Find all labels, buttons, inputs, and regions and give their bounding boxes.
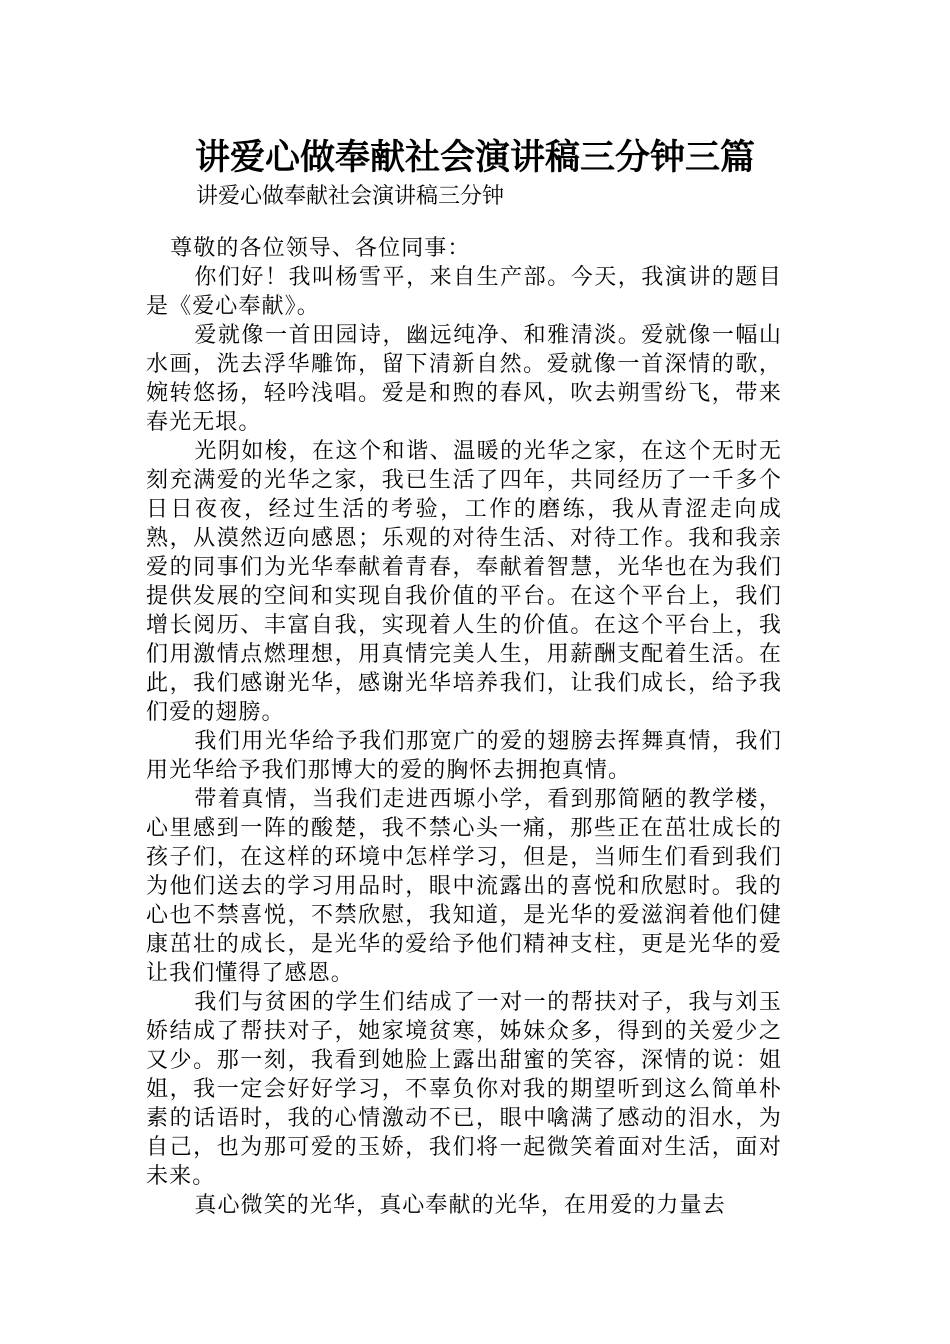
greeting-line: 尊敬的各位领导、各位同事： <box>170 236 471 261</box>
paragraph: 带着真情，当我们走进西塬小学，看到那简陋的教学楼，心里感到一阵的酸楚，我不禁心头一痛，那些正在茁壮成长的孩子们，在这样的环境中怎样学习，但是，当师生们看到我们为他们送去的学习用品时，眼中流露出的喜悦和欣慰时。我的心也不禁喜悦，不禁欣慰，我知道，是光华的爱滋润着他们健康茁壮的成长，是光华的爱给予他们精神支柱，更是光华的爱让我们懂得了感恩。 <box>146 787 782 986</box>
paragraph: 爱就像一首田园诗，幽远纯净、和雅清淡。爱就像一幅山水画，洗去浮华雕饰，留下清新自然。爱就像一首深情的歌，婉转悠扬，轻吟浅唱。爱是和煦的春风，吹去朔雪纷飞，带来春光无垠。 <box>146 323 782 435</box>
document-title: 讲爱心做奉献社会演讲稿三分钟三篇 <box>194 137 755 178</box>
paragraph: 我们用光华给予我们那宽广的爱的翅膀去挥舞真情，我们用光华给予我们那博大的爱的胸怀去拥抱真情。 <box>146 729 782 783</box>
paragraph: 真心微笑的光华，真心奉献的光华，在用爱的力量去 <box>194 1193 726 1218</box>
paragraph: 光阴如梭，在这个和谐、温暖的光华之家，在这个无时无刻充满爱的光华之家，我已生活了四年，共同经历了一千多个日日夜夜，经过生活的考验，工作的磨练，我从青涩走向成熟，从漠然迈向感恩；乐观的对待生活、对待工作。我和我亲爱的同事们为光华奉献着青春，奉献着智慧，光华也在为我们提供发展的空间和实现自我价值的平台。在这个平台上，我们增长阅历、丰富自我，实现着人生的价值。在这个平台上，我们用激情点燃理想，用真情完美人生，用薪酬支配着生活。在此，我们感谢光华，感谢光华培养我们，让我们成长，给予我们爱的翅膀。 <box>146 439 782 725</box>
document-body <box>146 234 782 1220</box>
paragraph: 我们与贫困的学生们结成了一对一的帮扶对子，我与刘玉娇结成了帮扶对子，她家境贫寒，姊妹众多，得到的关爱少之又少。那一刻，我看到她脸上露出甜蜜的笑容，深情的说：姐姐，我一定会好好学习，不辜负你对我的期望听到这么简单朴素的话语时，我的心情激动不已，眼中噙满了感动的泪水，为自己，也为那可爱的玉娇，我们将一起微笑着面对生活，面对未来。 <box>146 990 782 1189</box>
document-subtitle: 讲爱心做奉献社会演讲稿三分钟 <box>196 184 505 209</box>
paragraph: 你们好！我叫杨雪平，来自生产部。今天，我演讲的题目是《爱心奉献》。 <box>146 265 782 319</box>
